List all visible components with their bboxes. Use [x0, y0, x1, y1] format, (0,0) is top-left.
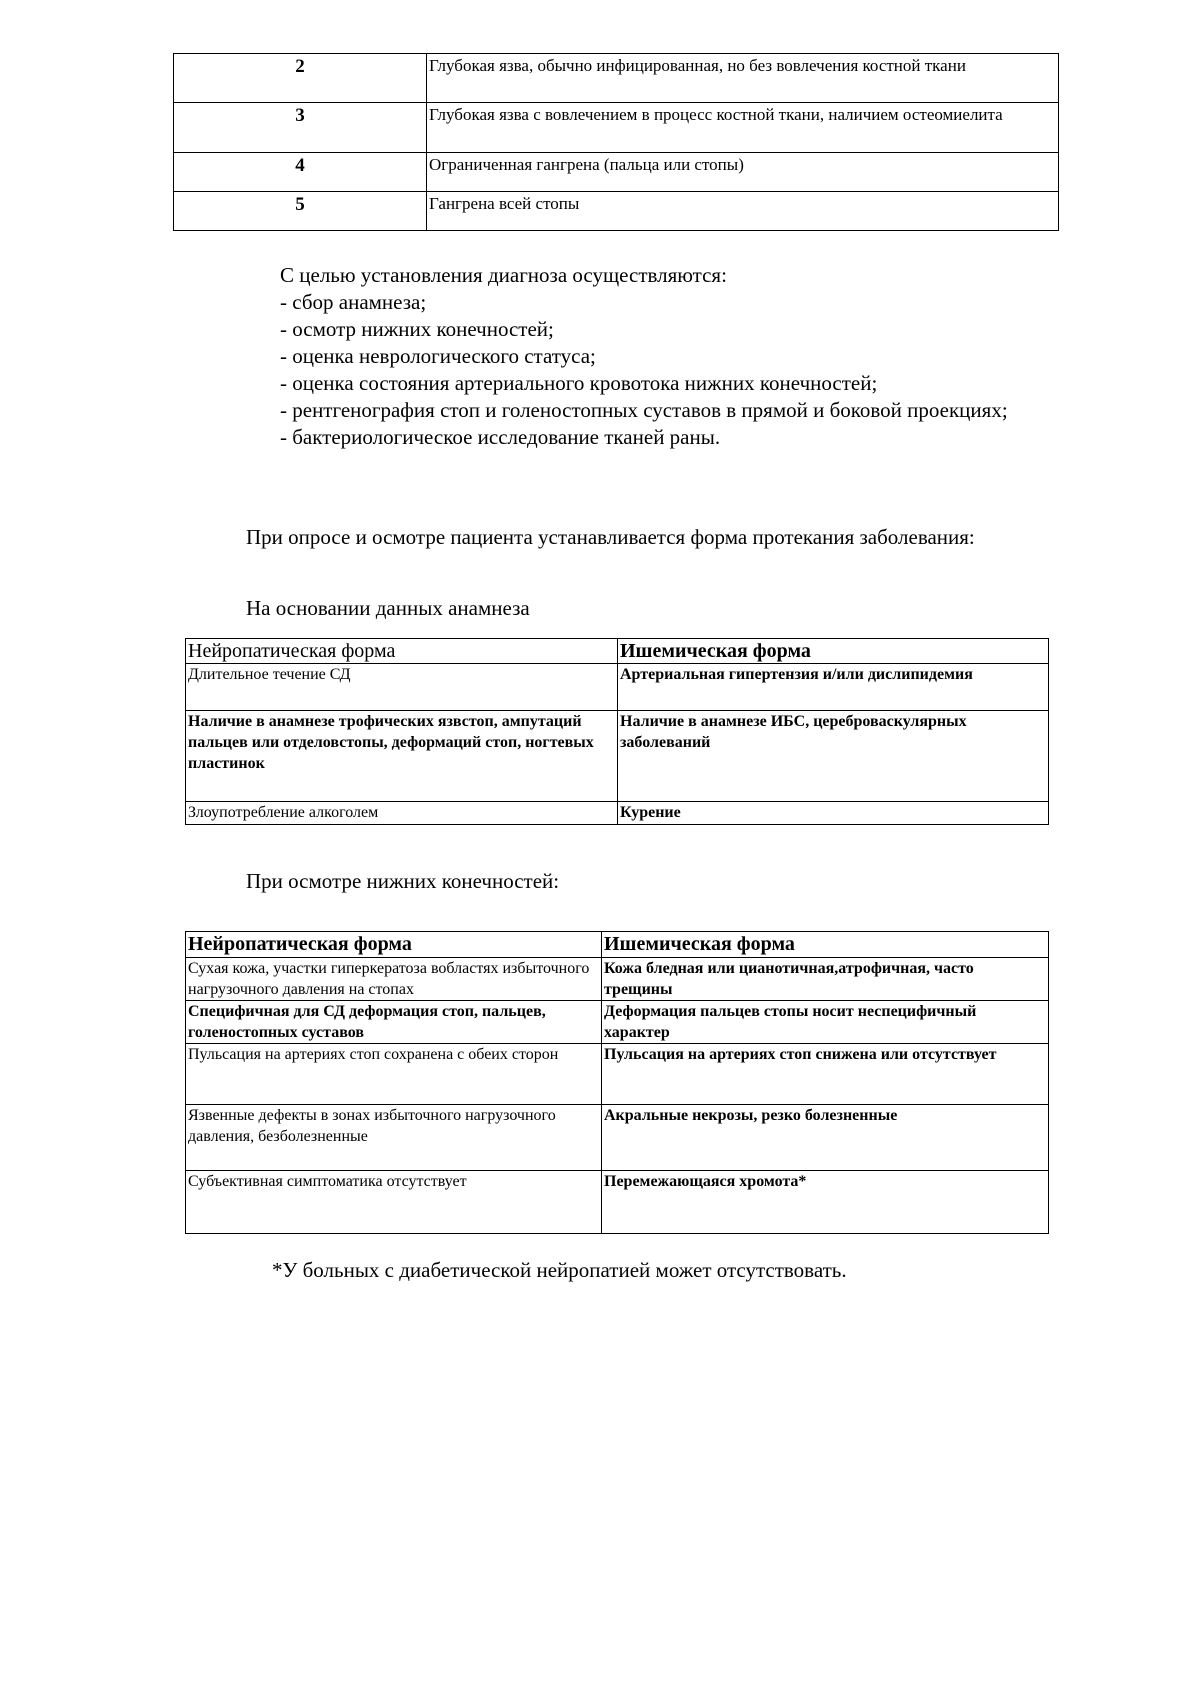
- table-cell: Субъективная симптоматика отсутствует: [186, 1171, 602, 1234]
- table-header-row: [186, 639, 1049, 664]
- table-cell: Артериальная гипертензия и/или дислипидемия: [618, 664, 1049, 711]
- column-header-ischemic: Ишемическая форма: [618, 639, 1049, 664]
- table-cell: Наличие в анамнезе трофических язвстоп, ампутаций пальцев или отделовстопы, деформаций стоп, ногтевых пластинок: [186, 711, 618, 802]
- table-cell: Перемежающаяся хромота*: [602, 1171, 1049, 1234]
- table-cell: Злоупотребление алкоголем: [186, 802, 618, 825]
- table-header-row: [186, 932, 1049, 958]
- list-item: - осмотр нижних конечностей;: [280, 317, 554, 341]
- table-cell: Кожа бледная или цианотичная,атрофичная, часто трещины: [602, 958, 1049, 1001]
- diagnosis-list: [280, 289, 1036, 451]
- table-row: [186, 802, 1049, 825]
- column-header-neuropathic: Нейропатическая форма: [186, 639, 618, 664]
- table-row: [186, 958, 1049, 1001]
- table-cell: Пульсация на артериях стоп снижена или отсутствует: [602, 1044, 1049, 1105]
- list-item: - бактериологическое исследование тканей раны.: [280, 425, 721, 449]
- stage-number: 4: [174, 153, 427, 192]
- table-row: [186, 664, 1049, 711]
- stage-number: 3: [174, 103, 427, 153]
- table-cell: Акральные некрозы, резко болезненные: [602, 1105, 1049, 1171]
- table-cell: Курение: [618, 802, 1049, 825]
- stage-number: 2: [174, 54, 427, 103]
- table-row: [186, 711, 1049, 802]
- column-header-ischemic: Ишемическая форма: [602, 932, 1049, 958]
- table-row: [186, 1105, 1049, 1171]
- table-cell: Сухая кожа, участки гиперкератоза вобластях избыточного нагрузочного давления на стопах: [186, 958, 602, 1001]
- table-cell: Специфичная для СД деформация стоп, пальцев, голеностопных суставов: [186, 1001, 602, 1044]
- diagnosis-section: [280, 262, 1036, 451]
- list-item: - оценка состояния артериального кровотока нижних конечностей;: [280, 371, 878, 395]
- list-item: - сбор анамнеза;: [280, 290, 427, 314]
- table-cell: Длительное течение СД: [186, 664, 618, 711]
- table-row: [186, 1171, 1049, 1234]
- column-header-neuropathic: Нейропатическая форма: [186, 932, 602, 958]
- footnote: *У больных с диабетической нейропатией может отсутствовать.: [272, 1258, 847, 1282]
- diagnosis-intro: С целью установления диагноза осуществляются:: [280, 263, 727, 287]
- table-cell: Деформация пальцев стопы носит неспецифичный характер: [602, 1001, 1049, 1044]
- stage-description: Ограниченная гангрена (пальца или стопы): [427, 153, 1059, 192]
- stage-description: Гангрена всей стопы: [427, 192, 1059, 231]
- table-cell: Язвенные дефекты в зонах избыточного нагрузочного давления, безболезненные: [186, 1105, 602, 1171]
- table-row: [174, 153, 1059, 192]
- anamnesis-heading: На основании данных анамнеза: [246, 596, 530, 620]
- table-row: [174, 192, 1059, 231]
- stage-description: Глубокая язва, обычно инфицированная, но без вовлечения костной ткани: [427, 54, 1059, 103]
- table-row: [174, 103, 1059, 153]
- anamnesis-table: [185, 638, 1049, 825]
- stage-table: [173, 53, 1059, 231]
- table-row: [174, 54, 1059, 103]
- exam-table: [185, 931, 1049, 1234]
- list-item: - оценка неврологического статуса;: [280, 344, 596, 368]
- table-cell: Пульсация на артериях стоп сохранена с обеих сторон: [186, 1044, 602, 1105]
- stage-number: 5: [174, 192, 427, 231]
- stage-description: Глубокая язва с вовлечением в процесс костной ткани, наличием остеомиелита: [427, 103, 1059, 153]
- list-item: - рентгенография стоп и голеностопных суставов в прямой и боковой проекциях;: [280, 398, 1008, 422]
- survey-intro-paragraph: При опросе и осмотре пациента устанавливается форма протекания заболевания:: [246, 525, 975, 549]
- exam-heading: При осмотре нижних конечностей:: [246, 869, 560, 893]
- table-cell: Наличие в анамнезе ИБС, цереброваскулярных заболеваний: [618, 711, 1049, 802]
- table-row: [186, 1044, 1049, 1105]
- table-row: [186, 1001, 1049, 1044]
